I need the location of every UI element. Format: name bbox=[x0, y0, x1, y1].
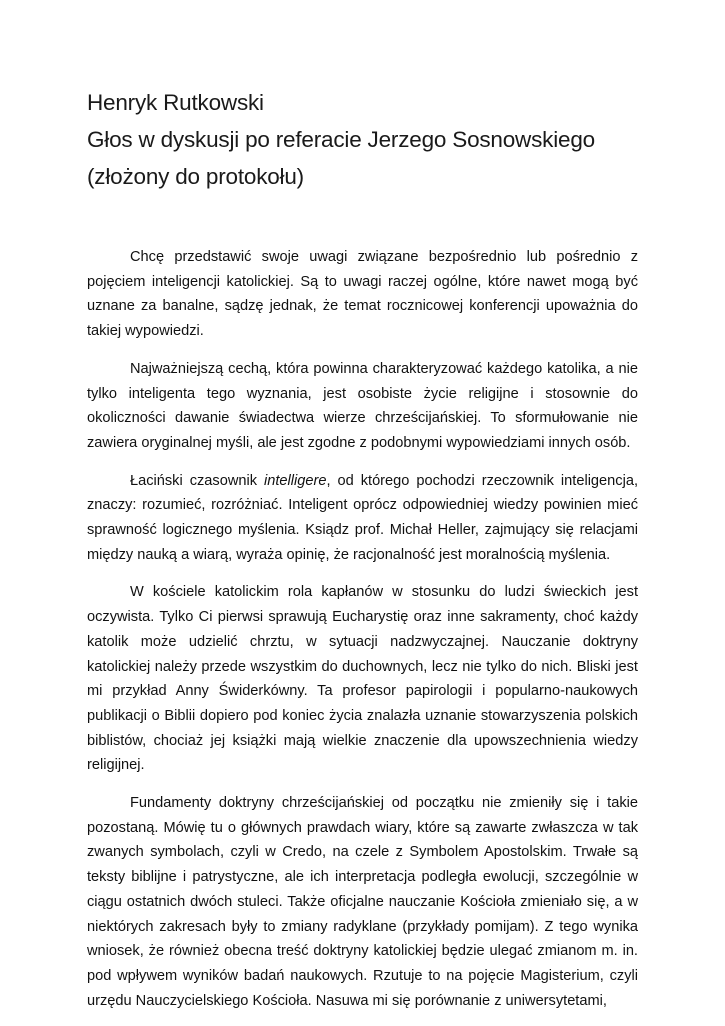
document-title bbox=[87, 84, 647, 195]
paragraph-5: Fundamenty doktryny chrześcijańskiej od początku nie zmieniły się i takie pozostaną. Mówię tu o głównych prawdach wiary, które są zawarte zwłaszcza w tak zwanych symbolach, czyli w Credo, na czele z Symbolem Apostolskim. Trwałe są teksty biblijne i patrystyczne, ale ich interpretacja podległa ewolucji, szczególnie w ciągu ostatnich dwóch stuleci. Także oficjalne nauczanie Kościoła zmieniało się, a w niektórych zakresach były to zmiany radyklane (przykłady pomijam). Z tego wynika wniosek, że również obecna treść doktryny katolickiej będzie ulegać zmianom m. in. pod wpływem wyników badań naukowych. Rzutuje to na pojęcie Magisterium, czyli urzędu Nauczycielskiego Kościoła. Nasuwa mi się porównanie z uniwersytetami, bbox=[87, 795, 638, 1009]
document-subheading: (złożony do protokołu) bbox=[87, 164, 304, 189]
paragraph-2: Najważniejszą cechą, która powinna charakteryzować każdego katolika, a nie tylko inteligenta tego wyznania, jest osobiste życie religijne i stosownie do okoliczności dawanie świadectwa wierze chrześcijańskiej. To sformułowanie nie zawiera oryginalnej myśli, ale jest zgodne z podobnymi wypowiedziami innych osób. bbox=[87, 360, 638, 451]
paragraph-3 bbox=[87, 469, 638, 568]
document-body bbox=[87, 245, 638, 1026]
latin-term: intelligere bbox=[264, 472, 327, 489]
document-heading: Głos w dyskusji po referacie Jerzego Sosnowskiego bbox=[87, 127, 595, 152]
paragraph-4: W kościele katolickim rola kapłanów w stosunku do ludzi świeckich jest oczywista. Tylko Ci pierwsi sprawują Eucharystię oraz inne sakramenty, choć każdy katolik może udzielić chrztu, w sytuacji nadzwyczajnej. Nauczanie doktryny katolickiej należy przede wszystkim do duchownych, lecz nie tylko do nich. Bliski jest mi przykład Anny Świderkówny. Ta profesor papirologii i popularno-naukowych publikacji o Biblii dopiero pod koniec życia znalazła uznanie stowarzyszenia polskich biblistów, chociaż jej książki mają wielkie znaczenie dla upowszechnienia wiedzy religijnej. bbox=[87, 584, 638, 774]
paragraph-3-start: Łaciński czasownik bbox=[130, 472, 264, 489]
author-name: Henryk Rutkowski bbox=[87, 90, 264, 115]
paragraph-1: Chcę przedstawić swoje uwagi związane bezpośrednio lub pośrednio z pojęciem inteligencji katolickiej. Są to uwagi raczej ogólne, które nawet mogą być uznane za banalne, sądzę jednak, że temat rocznicowej konferencji upoważnia do takiej wypowiedzi. bbox=[87, 249, 638, 340]
paragraph-3-rest: , od którego pochodzi rzeczownik inteligencja, znaczy: rozumieć, rozróżniać. Inteligent oprócz odpowiedniej wiedzy powinien mieć sprawność logicznego myślenia. Ksiądz prof. Michał Heller, zajmujący się relacjami między nauką a wiarą, wyraża opinię, że racjonalność jest moralnością myślenia. bbox=[87, 472, 638, 563]
